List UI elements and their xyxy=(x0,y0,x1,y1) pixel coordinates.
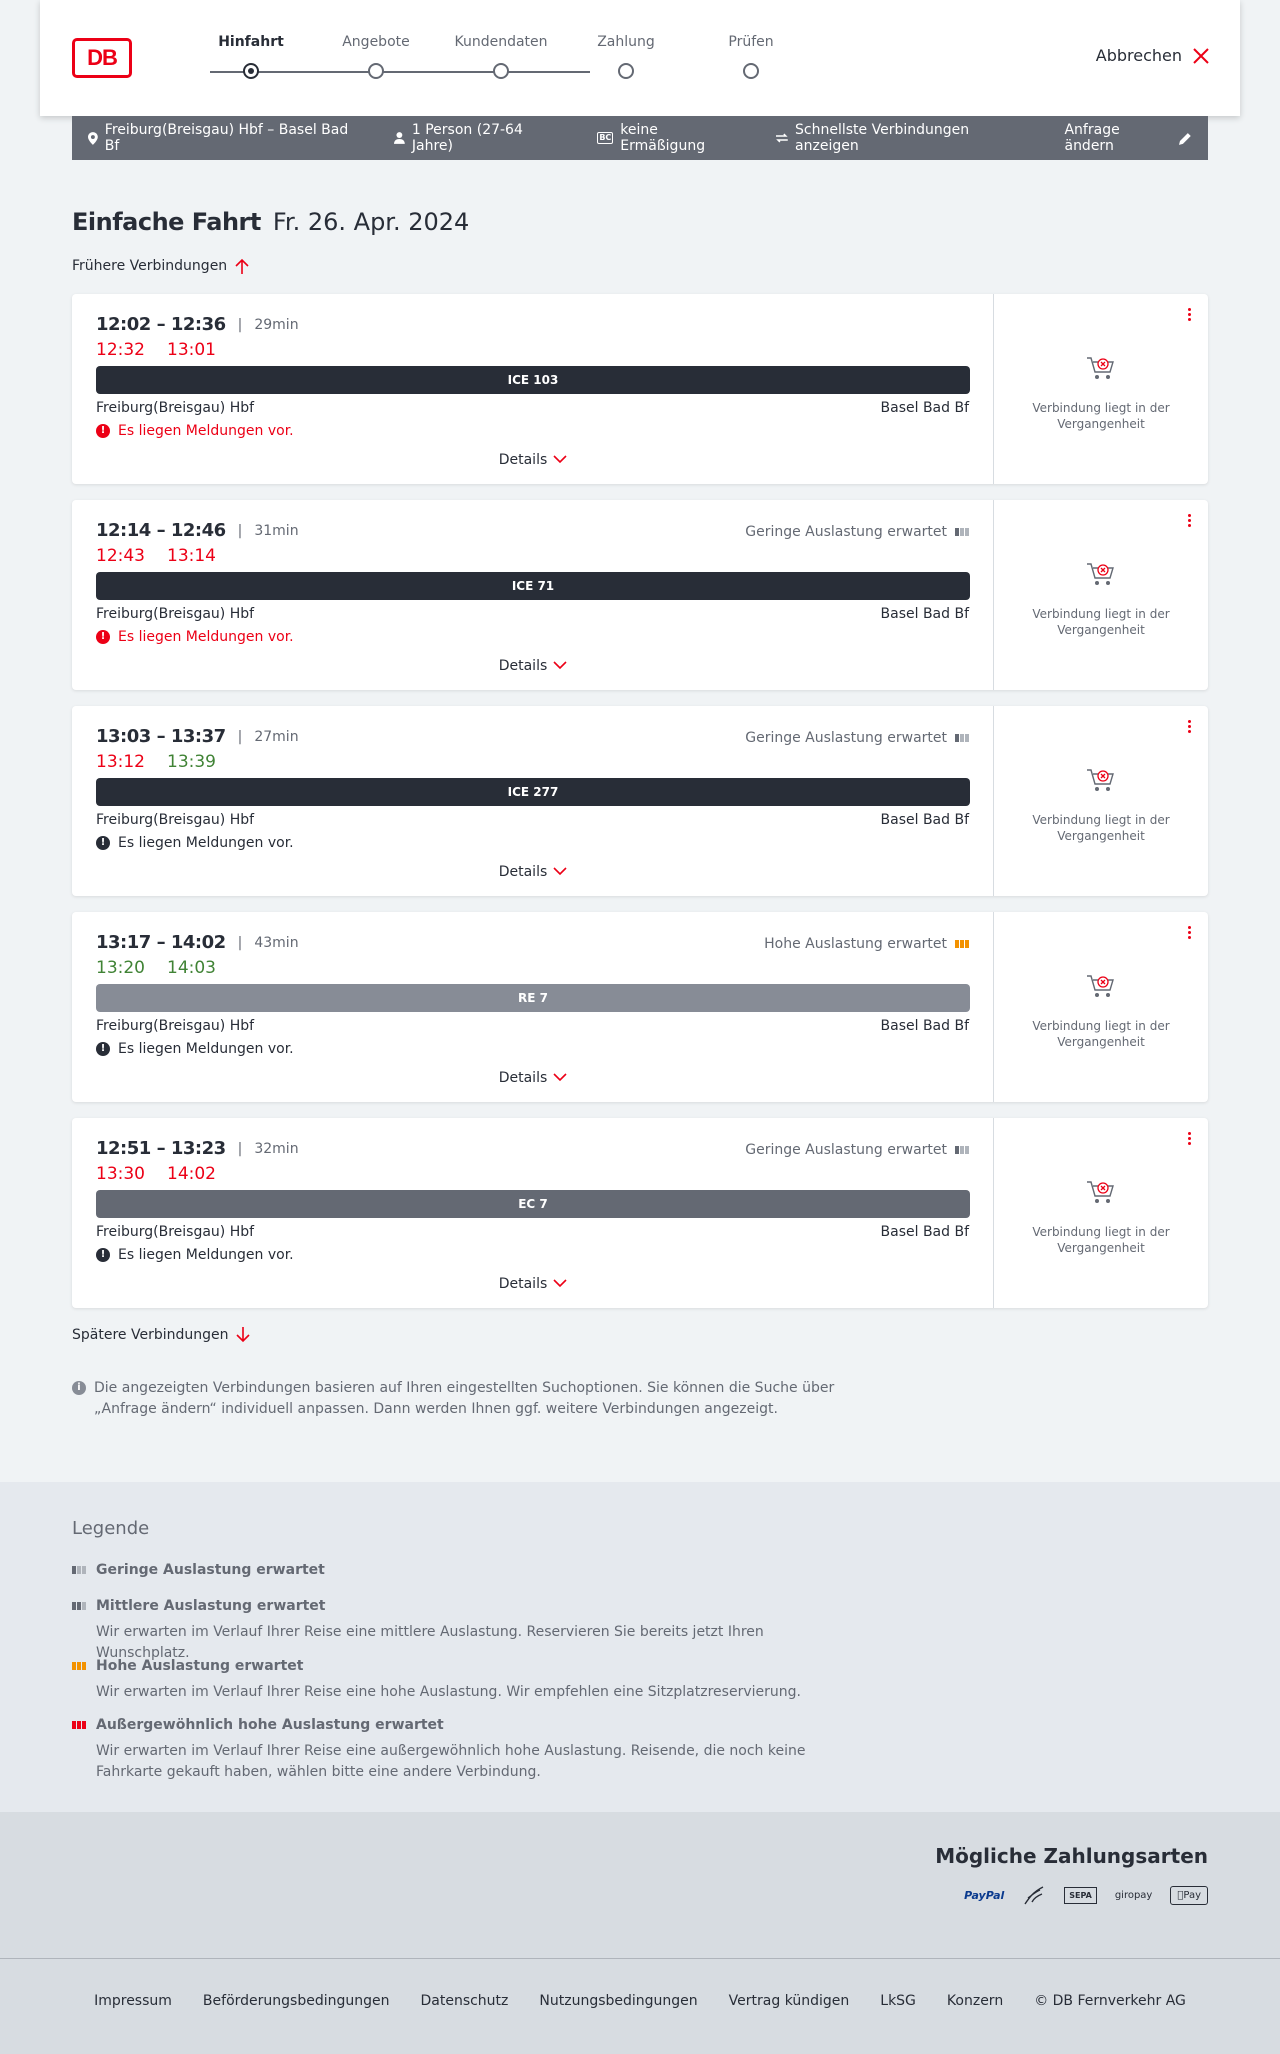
message-notice xyxy=(96,1247,294,1263)
connection-offer xyxy=(994,912,1208,1102)
details-label: Details xyxy=(498,658,548,674)
alert-icon: ! xyxy=(96,836,110,850)
later-connections-link[interactable] xyxy=(72,1327,250,1343)
time-dash: – xyxy=(150,932,171,953)
realtime-arrival: 14:03 xyxy=(167,958,216,978)
more-options-icon[interactable] xyxy=(1186,718,1192,735)
divider: | xyxy=(237,522,243,539)
arrival-time: 14:02 xyxy=(170,932,226,953)
footer-link[interactable]: Datenschutz xyxy=(420,1993,509,2009)
connection-card[interactable] xyxy=(72,294,1208,484)
origin-station: Freiburg(Breisgau) Hbf xyxy=(96,812,255,828)
chevron-down-icon xyxy=(553,867,567,876)
time-dash: – xyxy=(150,520,171,541)
occupancy-text: Hohe Auslastung erwartet xyxy=(764,936,947,952)
chevron-down-icon xyxy=(553,1073,567,1082)
route-info xyxy=(88,122,362,154)
change-request-button[interactable] xyxy=(1064,122,1192,154)
cart-unavailable-icon xyxy=(1086,562,1116,588)
connection-main xyxy=(72,294,994,484)
cart-unavailable-icon xyxy=(1086,768,1116,794)
page-title xyxy=(72,208,469,236)
past-connection-text: Verbindung liegt in der Vergangenheit xyxy=(1032,1019,1170,1049)
person-icon xyxy=(394,132,405,144)
message-text: Es liegen Meldungen vor. xyxy=(118,423,294,439)
arrow-down-icon xyxy=(236,1327,250,1343)
message-notice xyxy=(96,1041,294,1057)
alert-icon: ! xyxy=(96,630,110,644)
message-text: Es liegen Meldungen vor. xyxy=(118,1041,294,1057)
discount-info xyxy=(597,122,744,154)
destination-station: Basel Bad Bf xyxy=(880,1018,969,1034)
traveller-text: 1 Person (27-64 Jahre) xyxy=(411,122,523,154)
connection-offer xyxy=(994,294,1208,484)
step-label: Hinfahrt xyxy=(218,34,284,50)
low-occupancy-icon xyxy=(955,734,969,742)
departure-time: 12:14 xyxy=(96,520,151,541)
destination-station: Basel Bad Bf xyxy=(880,400,969,416)
alert-icon: ! xyxy=(96,1248,110,1262)
departure-time: 13:03 xyxy=(96,726,151,747)
discount-text: keine Ermäßigung xyxy=(620,122,706,154)
realtime-departure: 12:32 xyxy=(96,340,145,360)
exceptional-occupancy-icon xyxy=(72,1721,86,1729)
connection-offer xyxy=(994,1118,1208,1308)
connection-card[interactable] xyxy=(72,706,1208,896)
occupancy-info xyxy=(764,936,969,952)
footer-link[interactable]: Impressum xyxy=(94,1993,172,2009)
legend-item-exceptional xyxy=(72,1717,872,1783)
details-toggle[interactable] xyxy=(72,658,994,674)
realtime-arrival: 13:39 xyxy=(167,752,216,772)
progress-line xyxy=(210,71,590,73)
legend-label: Außergewöhnlich hohe Auslastung erwartet xyxy=(96,1717,444,1733)
realtime-times xyxy=(96,546,216,566)
legend-item-high xyxy=(72,1658,872,1703)
connection-card[interactable] xyxy=(72,912,1208,1102)
origin-station: Freiburg(Breisgau) Hbf xyxy=(96,1018,255,1034)
duration: 27min xyxy=(254,728,299,745)
step-label: Kundendaten xyxy=(454,34,548,50)
footer-link[interactable]: Vertrag kündigen xyxy=(728,1993,850,2009)
payment-methods-section xyxy=(0,1812,1280,1958)
duration: 43min xyxy=(254,934,299,951)
arrival-time: 12:36 xyxy=(170,314,226,335)
swap-arrows-icon xyxy=(776,133,788,143)
apple-pay-icon xyxy=(1170,1886,1208,1905)
progress-steps xyxy=(180,34,774,84)
occupancy-info xyxy=(745,524,969,540)
bahncard-icon: BC xyxy=(599,133,612,142)
message-text: Es liegen Meldungen vor. xyxy=(118,629,294,645)
past-connection-text: Verbindung liegt in der Vergangenheit xyxy=(1032,813,1170,843)
legend-item-medium xyxy=(72,1598,872,1664)
search-summary-bar xyxy=(72,116,1208,160)
legend-title: Legende xyxy=(72,1518,150,1539)
train-bar: RE 7 xyxy=(96,984,970,1012)
trip-type: Einfache Fahrt xyxy=(72,208,261,236)
earlier-connections-label: Frühere Verbindungen xyxy=(72,258,228,274)
scheduled-times xyxy=(96,1138,299,1159)
change-request-label: Anfrage ändern xyxy=(1064,122,1120,154)
train-bar: ICE 71 xyxy=(96,572,970,600)
connection-offer xyxy=(994,706,1208,896)
legend-desc: Wir erwarten im Verlauf Ihrer Reise eine hohe Auslastung. Wir empfehlen eine Sitzplatzreservierung. xyxy=(96,1684,801,1700)
message-text: Es liegen Meldungen vor. xyxy=(118,1247,294,1263)
legend-desc: Wir erwarten im Verlauf Ihrer Reise eine außergewöhnlich hohe Auslastung. Reisende, die noch keine Fahrkarte gekauft haben, wählen bitte eine andere Verbindung. xyxy=(96,1743,806,1780)
step-dot xyxy=(743,63,759,79)
divider: | xyxy=(237,934,243,951)
origin-station: Freiburg(Breisgau) Hbf xyxy=(96,1224,255,1240)
legend-section xyxy=(0,1482,1280,1812)
duration: 31min xyxy=(254,522,299,539)
close-icon xyxy=(1192,47,1210,65)
past-connection-text: Verbindung liegt in der Vergangenheit xyxy=(1032,607,1170,637)
realtime-times xyxy=(96,1164,216,1184)
realtime-times xyxy=(96,958,216,978)
cart-unavailable-icon xyxy=(1086,974,1116,1000)
destination-station: Basel Bad Bf xyxy=(880,1224,969,1240)
scheduled-times xyxy=(96,726,299,747)
payment-title: Mögliche Zahlungsarten xyxy=(935,1844,1208,1868)
step-dot xyxy=(368,63,384,79)
divider: | xyxy=(237,1140,243,1157)
realtime-times xyxy=(96,340,216,360)
arrow-up-icon xyxy=(235,258,249,274)
step-dot xyxy=(493,63,509,79)
legend-item-low xyxy=(72,1562,872,1578)
divider: | xyxy=(237,728,243,745)
more-options-icon[interactable] xyxy=(1186,1130,1192,1147)
occupancy-info xyxy=(745,730,969,746)
location-pin-icon xyxy=(88,132,98,145)
cart-unavailable-icon xyxy=(1086,1180,1116,1206)
step-kundendaten[interactable] xyxy=(446,34,556,50)
scheduled-times xyxy=(96,520,299,541)
departure-time: 12:02 xyxy=(96,314,151,335)
step-label: Prüfen xyxy=(728,34,774,50)
details-label: Details xyxy=(498,452,548,468)
origin-station: Freiburg(Breisgau) Hbf xyxy=(96,606,255,622)
train-bar: ICE 277 xyxy=(96,778,970,806)
trip-date: Fr. 26. Apr. 2024 xyxy=(272,208,470,236)
payment-icons xyxy=(964,1884,1208,1906)
alert-icon: ! xyxy=(96,1042,110,1056)
message-notice xyxy=(96,835,294,851)
message-notice xyxy=(96,629,294,645)
duration: 29min xyxy=(254,316,299,333)
cart-unavailable-icon xyxy=(1086,356,1116,382)
paypal-icon: PayPal xyxy=(964,1888,1005,1902)
divider: | xyxy=(237,316,243,333)
low-occupancy-icon xyxy=(72,1566,86,1574)
time-dash: – xyxy=(150,726,171,747)
duration: 32min xyxy=(254,1140,299,1157)
later-connections-label: Spätere Verbindungen xyxy=(72,1327,229,1343)
occupancy-text: Geringe Auslastung erwartet xyxy=(745,524,947,540)
details-label: Details xyxy=(498,864,548,880)
legend-label: Mittlere Auslastung erwartet xyxy=(96,1598,326,1614)
details-toggle[interactable] xyxy=(72,1276,994,1292)
sepa-icon: SEPA xyxy=(1064,1887,1097,1904)
past-connection-text: Verbindung liegt in der Vergangenheit xyxy=(1032,1225,1170,1255)
departure-time: 13:17 xyxy=(96,932,151,953)
past-connection-text: Verbindung liegt in der Vergangenheit xyxy=(1032,401,1170,431)
db-logo[interactable]: DB xyxy=(72,38,132,78)
copyright-text: © DB Fernverkehr AG xyxy=(1034,1993,1186,2009)
connection-card[interactable] xyxy=(72,1118,1208,1308)
legend-label: Hohe Auslastung erwartet xyxy=(96,1658,304,1674)
low-occupancy-icon xyxy=(955,1146,969,1154)
details-toggle[interactable] xyxy=(72,864,994,880)
step-angebote[interactable] xyxy=(321,34,431,50)
scheduled-times xyxy=(96,314,299,335)
high-occupancy-icon xyxy=(72,1662,86,1670)
traveller-info xyxy=(394,122,565,154)
chevron-down-icon xyxy=(553,455,567,464)
arrival-time: 13:23 xyxy=(170,1138,226,1159)
high-occupancy-icon xyxy=(955,940,969,948)
route-text: Freiburg(Breisgau) Hbf – Basel Bad Bf xyxy=(104,122,349,154)
step-pruefen[interactable] xyxy=(696,34,806,50)
realtime-times xyxy=(96,752,216,772)
realtime-departure: 13:12 xyxy=(96,752,145,772)
search-option-text: Schnellste Verbindungen anzeigen xyxy=(795,122,970,154)
connection-card[interactable] xyxy=(72,500,1208,690)
booking-header xyxy=(40,0,1240,116)
step-dot xyxy=(618,63,634,79)
page-footer xyxy=(0,1958,1280,2054)
realtime-departure: 12:43 xyxy=(96,546,145,566)
departure-time: 12:51 xyxy=(96,1138,151,1159)
chevron-down-icon xyxy=(553,661,567,670)
realtime-arrival: 14:02 xyxy=(167,1164,216,1184)
low-occupancy-icon xyxy=(955,528,969,536)
legend-label: Geringe Auslastung erwartet xyxy=(96,1562,325,1578)
details-label: Details xyxy=(498,1276,548,1292)
connection-main xyxy=(72,1118,994,1308)
details-label: Details xyxy=(498,1070,548,1086)
realtime-departure: 13:30 xyxy=(96,1164,145,1184)
pencil-icon xyxy=(1179,132,1192,145)
step-hinfahrt[interactable] xyxy=(196,34,306,50)
time-dash: – xyxy=(150,314,171,335)
arrival-time: 12:46 xyxy=(170,520,226,541)
time-dash: – xyxy=(150,1138,171,1159)
step-label: Angebote xyxy=(342,34,410,50)
footer-link[interactable]: Beförderungsbedingungen xyxy=(202,1993,390,2009)
scheduled-times xyxy=(96,932,299,953)
card-payment-icon xyxy=(1022,1884,1046,1906)
occupancy-text: Geringe Auslastung erwartet xyxy=(745,730,947,746)
info-note-text: Die angezeigten Verbindungen basieren auf Ihren eingestellten Suchoptionen. Sie können die Suche über „Anfrage ändern“ individuell anpassen. Dann werden Ihnen ggf. weitere Verbindungen angezeigt. xyxy=(94,1380,835,1417)
realtime-arrival: 13:14 xyxy=(167,546,216,566)
apple-pay-label: Pay xyxy=(1183,1889,1201,1901)
alert-icon: ! xyxy=(96,424,110,438)
medium-occupancy-icon xyxy=(72,1602,86,1610)
message-notice xyxy=(96,423,294,439)
train-bar: ICE 103 xyxy=(96,366,970,394)
giropay-icon: giropay xyxy=(1114,1889,1153,1901)
step-zahlung[interactable] xyxy=(571,34,681,50)
step-dot xyxy=(243,63,259,79)
message-text: Es liegen Meldungen vor. xyxy=(118,835,294,851)
connection-main xyxy=(72,912,994,1102)
footer-link[interactable]: LkSG xyxy=(880,1993,916,2009)
info-icon: i xyxy=(72,1381,86,1395)
destination-station: Basel Bad Bf xyxy=(880,812,969,828)
footer-link[interactable]: Nutzungsbedingungen xyxy=(539,1993,698,2009)
connection-main xyxy=(72,500,994,690)
cancel-label: Abbrechen xyxy=(1095,46,1182,65)
footer-links xyxy=(0,1993,1280,2009)
search-option-info xyxy=(776,122,1032,154)
legend-desc: Wir erwarten im Verlauf Ihrer Reise eine mittlere Auslastung. Reservieren Sie bereits jetzt Ihren Wunschplatz. xyxy=(96,1624,764,1661)
realtime-arrival: 13:01 xyxy=(167,340,216,360)
realtime-departure: 13:20 xyxy=(96,958,145,978)
details-toggle[interactable] xyxy=(72,1070,994,1086)
chevron-down-icon xyxy=(553,1279,567,1288)
info-note xyxy=(72,1378,852,1420)
earlier-connections-link[interactable] xyxy=(72,258,249,274)
origin-station: Freiburg(Breisgau) Hbf xyxy=(96,400,255,416)
connection-offer xyxy=(994,500,1208,690)
more-options-icon[interactable] xyxy=(1186,512,1192,529)
details-toggle[interactable] xyxy=(72,452,994,468)
footer-link[interactable]: Konzern xyxy=(946,1993,1004,2009)
occupancy-text: Geringe Auslastung erwartet xyxy=(745,1142,947,1158)
occupancy-info xyxy=(745,1142,969,1158)
more-options-icon[interactable] xyxy=(1186,306,1192,323)
cancel-button[interactable] xyxy=(1096,46,1210,65)
step-label: Zahlung xyxy=(597,34,655,50)
train-bar: EC 7 xyxy=(96,1190,970,1218)
connection-main xyxy=(72,706,994,896)
destination-station: Basel Bad Bf xyxy=(880,606,969,622)
arrival-time: 13:37 xyxy=(170,726,226,747)
more-options-icon[interactable] xyxy=(1186,924,1192,941)
